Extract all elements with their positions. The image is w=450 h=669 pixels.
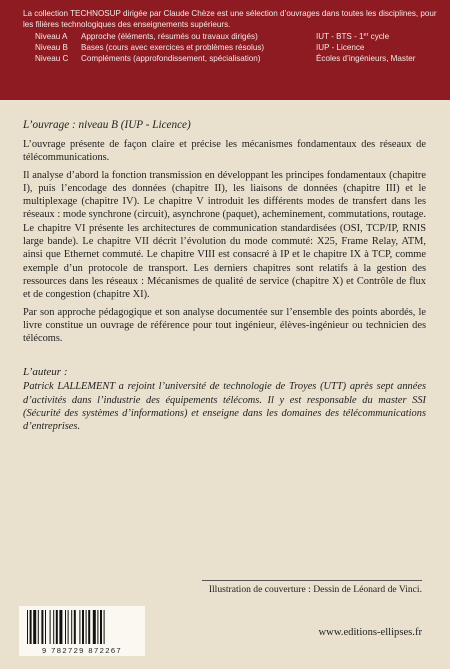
ouvrage-paragraph: L’ouvrage présente de façon claire et précise les mécanismes fondamentaux des réseaux de télécommunications. xyxy=(23,139,426,164)
auteur-heading: L’auteur : xyxy=(23,366,68,379)
level-row-b xyxy=(23,42,438,53)
back-cover-content xyxy=(23,118,426,434)
level-name: Niveau A xyxy=(35,32,68,41)
level-target: IUP - Licence xyxy=(316,43,365,52)
level-target: IUT - BTS - 1er cycle xyxy=(316,32,390,41)
level-name: Niveau B xyxy=(35,43,68,52)
ouvrage-paragraph: Par son approche pédagogique et son analyse documentée sur l’ensemble des points abordés, le livre constitue un ouvrage de référence pour tout ingénieur, élèves-ingénieur ou technicien des télécoms. xyxy=(23,306,426,345)
level-name: Niveau C xyxy=(35,54,69,63)
barcode-bars xyxy=(27,610,137,644)
level-desc: Approche (éléments, résumés ou travaux dirigés) xyxy=(81,32,258,41)
auteur-bio: Patrick LALLEMENT a rejoint l’université de technologie de Troyes (UTT) après sept années d’activités dans l’industrie des équipements télécoms. Il y est responsable du master SSI (Sécurité des systèmes d’informations) et enseigne dans les domaines des télécommunications d’entreprises. xyxy=(23,381,426,433)
level-desc: Bases (cours avec exercices et problèmes résolus) xyxy=(81,43,265,52)
barcode xyxy=(19,606,145,656)
collection-banner xyxy=(0,0,450,100)
level-row-c xyxy=(23,53,438,64)
publisher-website: www.editions-ellipses.fr xyxy=(318,627,422,638)
barcode-number: 9 782729 872267 xyxy=(41,646,123,655)
level-row-a xyxy=(23,31,438,42)
level-desc: Compléments (approfondissement, spécialisation) xyxy=(81,54,261,63)
collection-intro: La collection TECHNOSUP dirigée par Claude Chèze est une sélection d’ouvrages dans toutes les disciplines, pour les filières technologiques des enseignements supérieurs. xyxy=(23,9,437,29)
ouvrage-paragraph: Il analyse d’abord la fonction transmission en développant les principes fondamentaux (chapitre I), puis l’encodage des données (chapitre II), les liaisons de données (chapitre III) et le multiplexage (chapitre IV). Le chapitre V introduit les différents modes de transfert dans les réseaux : mode synchrone (circuit), asynchrone (paquet), acheminement, commutations, routage. Le chapitre VI présente les architectures de communication standardisées (OSI, TCP/IP, RNIS large bande). Le chapitre VII décrit l’évolution du mode commuté: X25, Frame Relay, ATM, ainsi que Ethernet commuté. Le chapitre VIII est consacré à IP et le chapitre IX à TCP, comme exemple d’un protocole de transport. Les derniers chapitres sont relatifs à la gestion des ressources dans les réseaux : Mécanismes de qualité de service (chapitre X) et Contrôle de flux et de congestion (chapitre XI). xyxy=(23,169,426,301)
ouvrage-heading: L’ouvrage : niveau B (IUP - Licence) xyxy=(23,119,191,131)
level-target: Écoles d’ingénieurs, Master xyxy=(316,54,416,63)
cover-credit: Illustration de couverture : Dessin de Léonard de Vinci. xyxy=(202,580,422,596)
